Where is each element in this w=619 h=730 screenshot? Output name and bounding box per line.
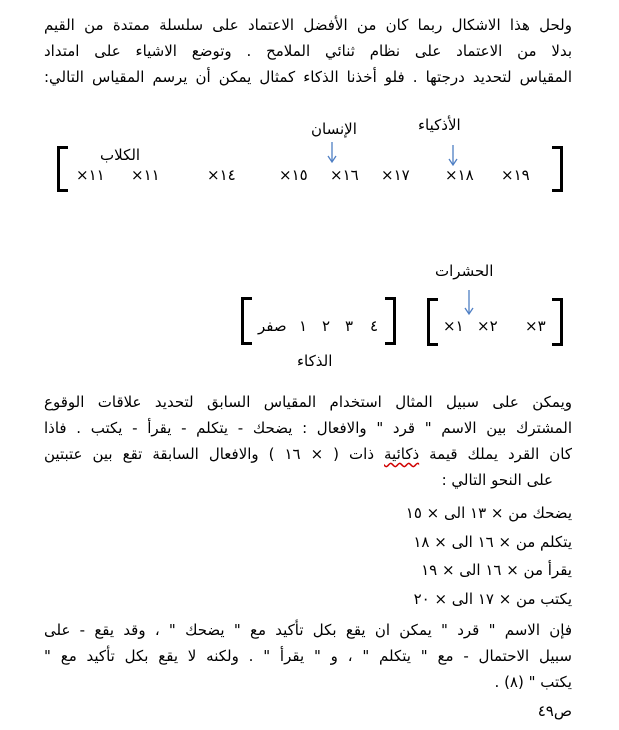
- label-dogs: الكلاب: [100, 146, 141, 164]
- list-item: يضحك من × ١٣ الى × ١٥: [405, 504, 572, 522]
- paragraph-2-line-4: على النحو التالي :: [441, 471, 553, 489]
- bracket-left: [427, 298, 438, 346]
- paragraph-2-line-3-text: كان القرد يملك قيمة ذكائية ذات ( × ١٦ ) والافعال السابقة تقع بين عتبتين: [44, 445, 572, 463]
- scale-1-value: ١٥×: [279, 166, 308, 184]
- paragraph-1-line-1: ولحل هذا الاشكال ربما كان من الأفضل الاعتماد على سلسلة ممتدة من القيم: [44, 16, 572, 34]
- scale-2-value: ١×: [443, 317, 464, 335]
- scale-3-value: ١: [299, 317, 308, 335]
- scale-1-value: ١٤×: [207, 166, 236, 184]
- scale-1-value: ١١×: [131, 166, 160, 184]
- list-item: يقرأ من × ١٦ الى × ١٩: [421, 561, 572, 579]
- page-number: ص٤٩: [537, 702, 572, 720]
- scale-1-value: ١٩×: [501, 166, 530, 184]
- arrow-down-icon: [326, 142, 338, 164]
- list-item: يكتب من × ١٧ الى × ٢٠: [413, 590, 572, 608]
- bracket-left: [57, 146, 68, 192]
- paragraph-1-line-2: بدلا من الاعتماد على نظام ثنائي الملامح . وتوضع الاشياء على امتداد: [44, 42, 572, 60]
- scale-3-value: ٣: [345, 317, 354, 335]
- scale-1-value: ١١×: [76, 166, 105, 184]
- paragraph-3-line-2: سبيل الاحتمال - مع " يتكلم " ، و " يقرأ " . ولكنه لا يقع بكل تأكيد مع ": [44, 647, 572, 665]
- scale-1-value: ١٨×: [445, 166, 474, 184]
- scale-caption: الذكاء: [297, 352, 333, 370]
- paragraph-3-line-1: فإن الاسم " قرد " يمكن ان يقع بكل تأكيد مع " يضحك " ، وقد يقع - على: [44, 621, 572, 639]
- paragraph-2-line-1: ويمكن على سبيل المثال استخدام المقياس السابق لتحديد علاقات الوقوع: [44, 393, 572, 411]
- label-smartest: الأذكياء: [418, 116, 461, 134]
- arrow-down-icon: [447, 145, 459, 167]
- bracket-right: [552, 146, 563, 192]
- list-item: يتكلم من × ١٦ الى × ١٨: [413, 533, 572, 551]
- bracket-right: [385, 297, 396, 345]
- scale-3-value: صفر: [258, 317, 287, 335]
- scale-3-value: ٤: [370, 317, 379, 335]
- label-human: الإنسان: [311, 120, 357, 138]
- arrow-down-icon: [463, 290, 475, 316]
- scale-2-value: ٣×: [525, 317, 546, 335]
- scale-3-value: ٢: [322, 317, 331, 335]
- label-insects: الحشرات: [435, 262, 494, 280]
- paragraph-3-line-3: يكتب " (٨) .: [494, 673, 572, 691]
- paragraph-2-line-2: المشترك بين الاسم " قرد " والافعال : يضحك - يتكلم - يقرأ - يكتب . فاذا: [44, 419, 572, 437]
- paragraph-1-line-3: المقياس لتحديد درجتها . فلو أخذنا الذكاء كمثال يمكن أن يرسم المقياس التالي:: [44, 68, 572, 86]
- scale-1-value: ١٧×: [381, 166, 410, 184]
- scale-2-value: ٢×: [477, 317, 498, 335]
- scale-1-value: ١٦×: [330, 166, 359, 184]
- paragraph-2-line-3: [44, 441, 572, 467]
- bracket-right: [552, 298, 563, 346]
- bracket-left: [241, 297, 252, 345]
- spellcheck-underlined-word: ذكائية: [384, 445, 420, 463]
